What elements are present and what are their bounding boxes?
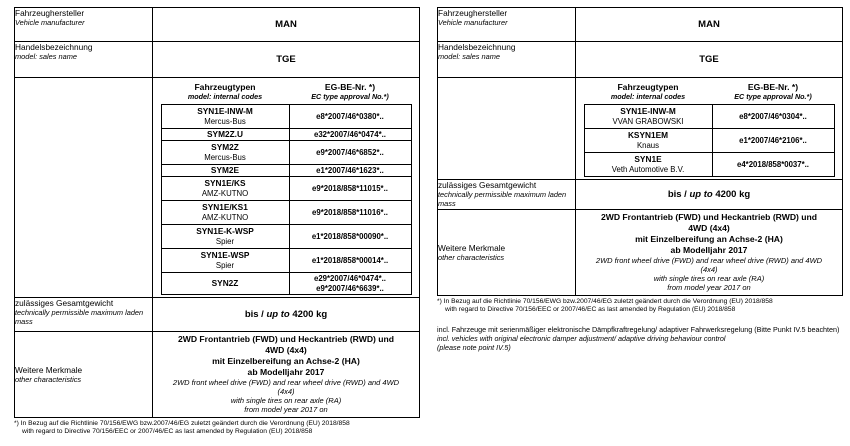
type-body: AMZ-KUTNO bbox=[201, 188, 249, 198]
table-row bbox=[584, 129, 834, 153]
approval-header-en: EC type approval No.*) bbox=[734, 92, 812, 101]
right-note: incl. Fahrzeuge mit serienmäßiger elektronische Dämpfkraftregelung/ adaptiver Fahrwerksregelung (Bitte Punkt IV.5 beachten) bbox=[437, 325, 840, 334]
features-line-2-en: with single tires on rear axle (RA) bbox=[230, 396, 342, 405]
trade-name-value: TGE bbox=[576, 42, 843, 78]
approval-header-en: EC type approval No.*) bbox=[311, 92, 389, 101]
features-line-3-en: from model year 2017 on bbox=[244, 405, 328, 414]
left-mass-row bbox=[15, 298, 420, 332]
types-header bbox=[161, 82, 411, 105]
type-body: Veth Automotive B.V. bbox=[611, 164, 685, 174]
table-row bbox=[584, 153, 834, 177]
approval-number: e8*2007/46*0380*.. bbox=[289, 105, 411, 129]
mass-value-de: bis / bbox=[244, 309, 267, 320]
trade-name-value: TGE bbox=[153, 42, 420, 78]
table-row bbox=[161, 249, 411, 273]
left-panel bbox=[14, 7, 419, 436]
right-info-table bbox=[437, 7, 843, 296]
left-features-row bbox=[15, 332, 420, 418]
table-row bbox=[161, 141, 411, 165]
manufacturer-label-en: Vehicle manufacturer bbox=[15, 18, 85, 27]
mass-label: zulässiges Gesamtgewicht bbox=[15, 298, 114, 308]
type-code: SYN1E-K-WSP bbox=[196, 226, 254, 237]
features-label-en: other characteristics bbox=[438, 253, 505, 262]
right-mass-row bbox=[438, 180, 843, 210]
features-line-1: 2WD Frontantrieb (FWD) und Heckantrieb (RWD) und 4WD (4x4) bbox=[600, 212, 818, 233]
approval-number: e1*2007/46*2106*.. bbox=[712, 129, 834, 153]
mass-label-en: technically permissible maximum laden mass bbox=[438, 190, 567, 208]
right-types-table bbox=[584, 82, 835, 177]
type-code: SYN1E-WSP bbox=[200, 250, 250, 261]
trade-name-label-en: model: sales name bbox=[15, 52, 78, 61]
features-line-3: ab Modelljahr 2017 bbox=[670, 245, 748, 255]
type-code: SYN1E-INW-M bbox=[197, 106, 253, 117]
right-manufacturer-row bbox=[438, 8, 843, 42]
right-features-row bbox=[438, 210, 843, 296]
approval-number: e29*2007/46*0474*.. bbox=[314, 274, 386, 283]
features-line-1-en: 2WD front wheel drive (FWD) and rear wheel drive (RWD) and 4WD (4x4) bbox=[595, 256, 823, 274]
table-row bbox=[584, 105, 834, 129]
approval-header-de: EG-BE-Nr. *) bbox=[747, 82, 799, 92]
left-info-table bbox=[14, 7, 420, 418]
table-row bbox=[161, 177, 411, 201]
left-trade-name-row bbox=[15, 42, 420, 78]
trade-name-label: Handelsbezeichnung bbox=[15, 42, 93, 52]
types-header-de: Fahrzeugtypen bbox=[617, 82, 679, 92]
features-label: Weitere Merkmale bbox=[15, 365, 83, 375]
types-header-en: model: internal codes bbox=[187, 92, 263, 101]
types-header-en: model: internal codes bbox=[610, 92, 686, 101]
mass-value-en: up to bbox=[266, 309, 290, 320]
right-footnote: *) In Bezug auf die Richtlinie 70/156/EWG bzw.2007/46/EG zuletzt geändert durch die Verordnung (EU) 2018/858 bbox=[437, 298, 773, 305]
mass-value-num: 4200 kg bbox=[289, 309, 328, 320]
approval-number: e1*2018/858*00014*.. bbox=[289, 249, 411, 273]
approval-number: e4*2018/858*0037*.. bbox=[712, 153, 834, 177]
left-types-table bbox=[161, 82, 412, 295]
table-row bbox=[161, 273, 411, 295]
type-body: Spier bbox=[215, 260, 235, 270]
table-row bbox=[161, 225, 411, 249]
type-body: AMZ-KUTNO bbox=[201, 212, 249, 222]
approval-number: e9*2018/858*11015*.. bbox=[289, 177, 411, 201]
left-footnote: *) In Bezug auf die Richtlinie 70/156/EWG bzw.2007/46/EG zuletzt geändert durch die Verordnung (EU) 2018/858 bbox=[14, 420, 350, 427]
mass-value-de: bis / bbox=[667, 189, 690, 200]
mass-value bbox=[576, 180, 843, 210]
features-line-1: 2WD Frontantrieb (FWD) und Heckantrieb (RWD) und 4WD (4x4) bbox=[177, 334, 395, 355]
type-code: SYN1E bbox=[634, 154, 662, 165]
approval-header-de: EG-BE-Nr. *) bbox=[324, 82, 376, 92]
table-row bbox=[161, 129, 411, 141]
type-code: SYN2Z bbox=[211, 277, 239, 288]
manufacturer-value: MAN bbox=[153, 8, 420, 42]
type-body: Knaus bbox=[636, 140, 660, 150]
left-manufacturer-row bbox=[15, 8, 420, 42]
manufacturer-label-en: Vehicle manufacturer bbox=[438, 18, 508, 27]
approval-number: e9*2007/46*6852*.. bbox=[289, 141, 411, 165]
approval-number: e1*2018/858*00090*.. bbox=[289, 225, 411, 249]
type-body: Spier bbox=[215, 236, 235, 246]
approval-number-2: e9*2007/46*6639*.. bbox=[316, 283, 384, 293]
mass-label: zulässiges Gesamtgewicht bbox=[438, 180, 537, 190]
left-footnote-en: with regard to Directive 70/156/EEC or 2007/46/EC as last amended by Regulation (EU) 2018/858 bbox=[22, 428, 313, 435]
type-code: SYN1E-INW-M bbox=[620, 106, 676, 117]
types-header-de: Fahrzeugtypen bbox=[194, 82, 256, 92]
mass-value bbox=[153, 298, 420, 332]
type-body: VVAN GRABOWSKI bbox=[612, 116, 684, 126]
approval-number: e1*2007/46*1623*.. bbox=[289, 165, 411, 177]
trade-name-label-en: model: sales name bbox=[438, 52, 501, 61]
features-line-3-en: from model year 2017 on bbox=[667, 283, 751, 292]
mass-label-en: technically permissible maximum laden mass bbox=[15, 308, 144, 326]
right-note-en-1: incl. vehicles with original electronic damper adjustment/ adaptive driving behaviour control bbox=[437, 334, 726, 343]
features-line-2: mit Einzelbereifung an Achse-2 (HA) bbox=[212, 356, 360, 366]
features-line-2: mit Einzelbereifung an Achse-2 (HA) bbox=[635, 234, 783, 244]
mass-value-num: 4200 kg bbox=[712, 189, 751, 200]
features-label-en: other characteristics bbox=[15, 375, 82, 384]
manufacturer-value: MAN bbox=[576, 8, 843, 42]
mass-value-en: up to bbox=[689, 189, 713, 200]
types-header bbox=[584, 82, 834, 105]
right-types-row bbox=[438, 78, 843, 180]
right-note-en-2: (please note point IV.5) bbox=[437, 343, 511, 352]
approval-number: e8*2007/46*0304*.. bbox=[712, 105, 834, 129]
manufacturer-label: Fahrzeughersteller bbox=[15, 8, 85, 18]
type-code: KSYN1EM bbox=[627, 130, 669, 141]
approval-number: e9*2018/858*11016*.. bbox=[289, 201, 411, 225]
type-code: SYM2E bbox=[210, 164, 240, 175]
left-types-row bbox=[15, 78, 420, 298]
features-line-1-en: 2WD front wheel drive (FWD) and rear wheel drive (RWD) and 4WD (4x4) bbox=[172, 378, 400, 396]
type-code: SYN1E/KS bbox=[204, 178, 246, 189]
features-line-3: ab Modelljahr 2017 bbox=[247, 367, 325, 377]
right-trade-name-row bbox=[438, 42, 843, 78]
type-body: Mercus-Bus bbox=[204, 116, 246, 126]
table-row bbox=[161, 165, 411, 177]
features-line-2-en: with single tires on rear axle (RA) bbox=[653, 274, 765, 283]
type-body: Mercus-Bus bbox=[204, 152, 246, 162]
approval-number: e32*2007/46*0474*.. bbox=[289, 129, 411, 141]
table-row bbox=[161, 105, 411, 129]
type-code: SYM2Z bbox=[211, 142, 239, 153]
features-label: Weitere Merkmale bbox=[438, 243, 506, 253]
type-code: SYN1E/KS1 bbox=[202, 202, 248, 213]
type-code: SYM2Z.U bbox=[207, 128, 243, 139]
manufacturer-label: Fahrzeughersteller bbox=[438, 8, 508, 18]
right-panel bbox=[437, 7, 842, 352]
right-footnote-en: with regard to Directive 70/156/EEC or 2007/46/EC as last amended by Regulation (EU) 2018/858 bbox=[445, 306, 736, 313]
table-row bbox=[161, 201, 411, 225]
trade-name-label: Handelsbezeichnung bbox=[438, 42, 516, 52]
